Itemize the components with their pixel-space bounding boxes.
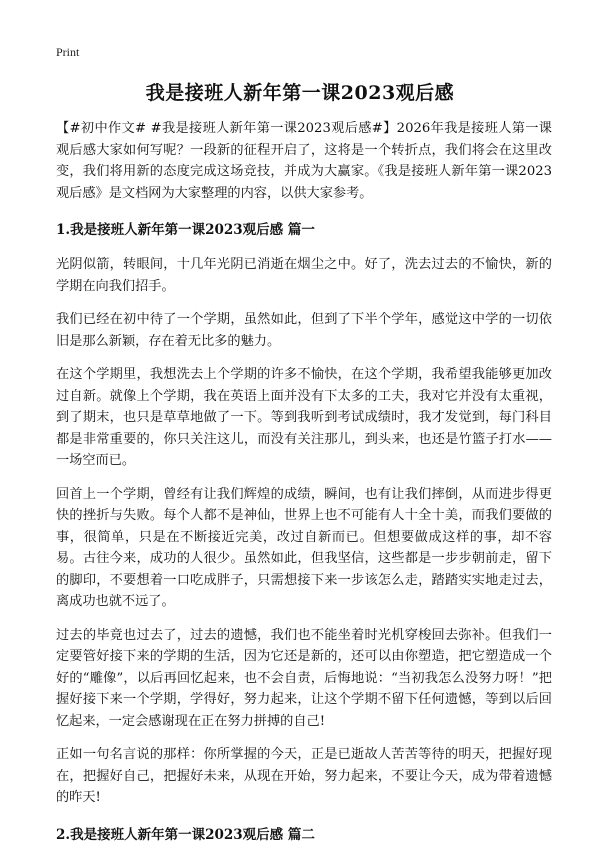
paragraph-4: 回首上一个学期，曾经有让我们辉煌的成绩，瞬间，也有让我们摔倒，从而进步得更快的挫折与失败。每个人都不是神仙，世界上也不可能有人十全十美，而我们要做的事，很简单，只是在不断接近完美，改过自新而已。但想要做成这样的事，却不容易。古往今来，成功的人很少。虽然如此，但我坚信，这些都是一步步朝前走，留下的脚印，不要想着一口吃成胖子，只需想接下来一步该怎么走，踏踏实实地走过去，离成功也就不远了。 [56,486,552,609]
paragraph-5: 过去的毕竟也过去了，过去的遗憾，我们也不能坐着时光机穿梭回去弥补。但我们一定要管好接下来的学期的生活，因为它还是新的，还可以由你塑造，把它塑造成一个好的“雕像”，以后再回忆起来，也不会自责，后悔地说：“当初我怎么没努力呀！”把握好接下来一个学期，学得好，努力起来，让这个学期不留下任何遗憾，等到以后回忆起来，一定会感谢现在正在努力拼搏的自己! [56,627,552,729]
print-link[interactable]: Print [56,45,80,59]
paragraph-2: 我们已经在初中待了一个学期，虽然如此，但到了下半个学年，感觉这中学的一切依旧是那么新颖，存在着无比多的魅力。 [56,312,552,349]
intro-paragraph: 【#初中作文# #我是接班人新年第一课2023观后感#】2026年我是接班人第一课观后感大家如何写呢？一段新的征程开启了，这将是一个转折点，我们将会在这里改变，我们将用新的态度完成这场竞技，并成为大赢家。《我是接班人新年第一课2023观后感》是文档网为大家整理的内容，以供大家参考。 [56,121,552,201]
paragraph-3: 在这个学期里，我想洗去上个学期的许多不愉快，在这个学期，我希望我能够更加改过自新。就像上个学期，我在英语上面并没有下太多的工夫，我对它并没有太重视，到了期末，也只是草草地做了一下。等到我听到考试成绩时，我才发觉到，每门科目都是非常重要的，你只关注这儿，而没有关注那儿，到头来，也还是竹篮子打水——一场空而已。 [56,367,552,468]
paragraph-6: 正如一句名言说的那样：你所掌握的今天，正是已逝故人苦苦等待的明天，把握好现在，把握好自己，把握好未来，从现在开始，努力起来，不要让今天，成为带着遗憾的昨天! [56,747,552,805]
paragraph-1: 光阴似箭，转眼间，十几年光阴已消逝在烟尘之中。好了，洗去过去的不愉快，新的学期在向我们招手。 [56,257,552,294]
section-heading-2: 2.我是接班人新年第一课2023观后感 篇二 [56,826,315,843]
page-title: 我是接班人新年第一课2023观后感 [145,82,455,104]
article-body [56,118,552,859]
section-heading-1: 1.我是接班人新年第一课2023观后感 篇一 [56,222,315,238]
